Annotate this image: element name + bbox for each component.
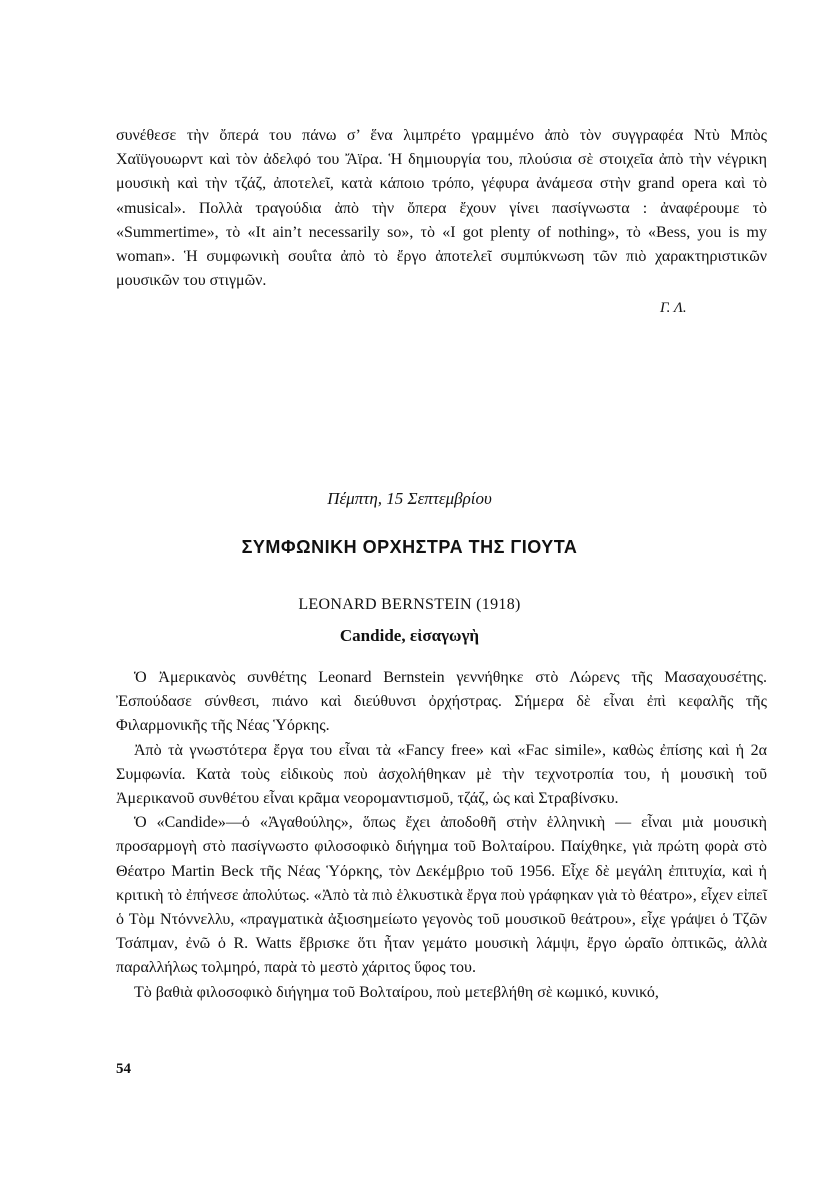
author-signature: Γ. Λ. <box>660 300 687 316</box>
concert-date: Πέμπτη, 15 Σεπτεμβρίου <box>327 489 492 508</box>
orchestra-heading: ΣΥΜΦΩΝΙΚΗ ΟΡΧΗΣΤΡΑ ΤΗΣ ΓΙΟΥΤΑ <box>241 537 578 557</box>
body-paragraph-1: Ὁ Ἀμερικανὸς συνθέτης Leonard Bernstein γεννήθηκε στὸ Λώρενς τῆς Μασαχουσέτης. Ἐσπούδασε σύνθεσι, πιάνο καὶ διεύθυνσι ὀρχήστρας. Σήμερα δὲ εἶναι ἐπὶ κεφαλῆς τῆς Φιλαρμονικῆς τῆς Νέας Ὑόρκης. <box>116 669 767 735</box>
page-number: 54 <box>116 1061 131 1077</box>
composer-name: LEONARD BERNSTEIN (1918) <box>298 596 521 613</box>
body-text <box>116 666 767 1005</box>
work-title: Candide, εἰσαγωγὴ <box>339 626 480 645</box>
intro-paragraph: συνέθεσε τὴν ὄπερά του πάνω σ’ ἕνα λιμπρέτο γραμμένο ἀπὸ τὸν συγγραφέα Ντὺ Μπὸς Χαϊϋγουωρντ καὶ τὸν ἀδελφό του Ἄϊρα. Ἡ δημιουργία του, πλούσια σὲ στοιχεῖα ἀπὸ τὴν νέγρικη μουσικὴ καὶ τὴν τζάζ, ἀποτελεῖ, κατὰ κάποιο τρόπο, γέφυρα ἀνάμεσα στὴν grand opera καὶ τὸ «musical». Πολλὰ τραγούδια ἀπὸ τὴν ὄπερα ἔχουν γίνει πασίγνωστα : ἀναφέρουμε τὸ «Summertime», τὸ «It ain’t necessarily so», τὸ «I got plenty of nothing», τὸ «Bess, you is my woman». Ἡ συμφωνικὴ σουΐτα ἀπὸ τὸ ἔργο ἀποτελεῖ συμπύκνωση τῶν πιὸ χαρακτηριστικῶν μουσικῶν του στιγμῶν. <box>116 127 767 290</box>
body-paragraph-4: Τὸ βαθιὰ φιλοσοφικὸ διήγημα τοῦ Βολταίρου, ποὺ μετεβλήθη σὲ κωμικό, κυνικό, <box>134 983 659 1001</box>
body-paragraph-3: Ὁ «Candide»—ὁ «Ἀγαθούλης», ὅπως ἔχει ἀποδοθῆ στὴν ἑλληνικὴ — εἶναι μιὰ μουσικὴ προσαρμογὴ στὸ πασίγνωστο φιλοσοφικὸ διήγημα τοῦ Βολταίρου. Παίχθηκε, γιὰ πρώτη φορὰ στὸ Θέατρο Martin Beck τῆς Νέας Ὑόρκης, τὸν Δεκέμβριο τοῦ 1956. Εἶχε δὲ μεγάλη ἐπιτυχία, καὶ ἡ κριτικὴ τὸ ἐπήνεσε ἀπολύτως. «Ἀπὸ τὰ πιὸ ἑλκυστικὰ ἔργα ποὺ γράφηκαν γιὰ τὸ θέατρο», εἶχεν εἰπεῖ ὁ Τὸμ Ντόννελλυ, «πραγματικὰ ἀξιοσημείωτο γεγονὸς τοῦ μουσικοῦ θεάτρου», εἶχε γράψει ὁ Τζῶν Τσάπμαν, ἐνῶ ὁ R. Watts ἔβρισκε ὅτι ἦταν γεμάτο μουσικὴ λάμψι, ἔργο ὡραῖο ὀπτικῶς, ἀλλὰ παραλλήλως τολμηρό, παρὰ τὸ μεστὸ χάριτος ὕφος του. <box>116 814 767 977</box>
intro-section <box>116 124 767 293</box>
body-paragraph-2: Ἀπὸ τὰ γνωστότερα ἔργα του εἶναι τὰ «Fancy free» καὶ «Fac simile», καθὼς ἐπίσης καὶ ἡ 2α Συμφωνία. Κατὰ τοὺς εἰδικοὺς ποὺ ἀσχολήθηκαν μὲ τὴν τεχνοτροπία του, ἡ μουσικὴ τοῦ Ἀμερικανοῦ συνθέτου εἶναι κρᾶμα νεορομαντισμοῦ, τζάζ, ὡς καὶ Στραβίνσκυ. <box>116 741 767 808</box>
